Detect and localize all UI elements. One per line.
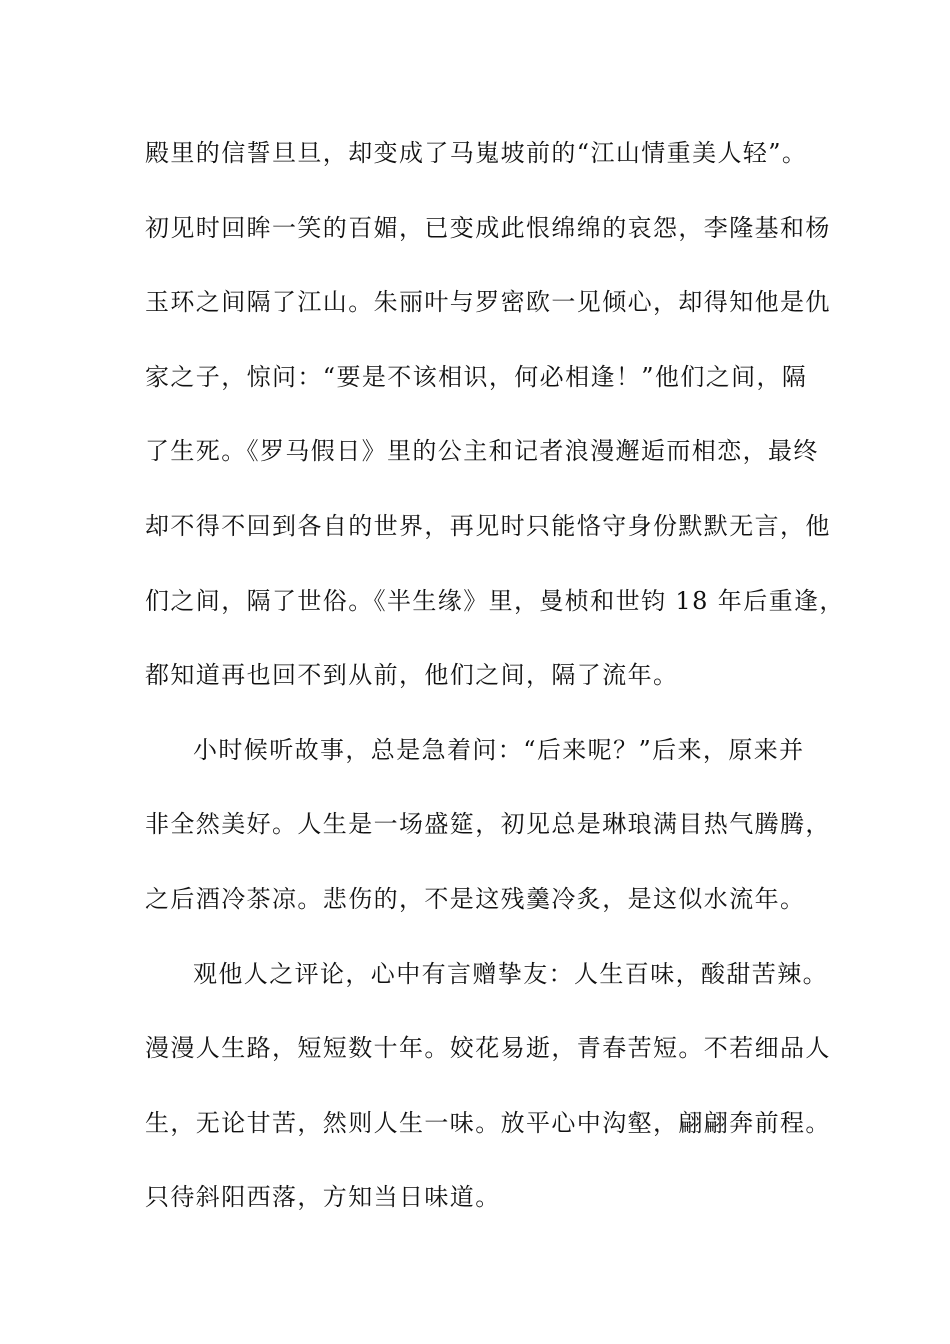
paragraph-start-line: 小时候听故事，总是急着问：“后来呢？”后来，原来并 <box>193 735 805 764</box>
text-line: 玉环之间隔了江山。朱丽叶与罗密欧一见倾心，却得知他是仇 <box>145 288 831 317</box>
paragraph-start-line: 观他人之评论，心中有言赠挚友：人生百味，酸甜苦辣。 <box>193 959 828 988</box>
text-line: 漫漫人生路，短短数十年。姣花易逝，青春苦短。不若细品人 <box>145 1034 831 1063</box>
text-line: 却不得不回到各自的世界，再见时只能恪守身份默默无言，他 <box>145 511 831 540</box>
text-line: 初见时回眸一笑的百媚，已变成此恨绵绵的哀怨，李隆基和杨 <box>145 213 831 242</box>
text-line: 们之间，隔了世俗。《半生缘》里，曼桢和世钧 18 年后重逢， <box>145 586 845 615</box>
text-line: 家之子，惊问：“要是不该相识，何必相逢！”他们之间，隔 <box>145 362 808 391</box>
text-line: 都知道再也回不到从前，他们之间，隔了流年。 <box>145 661 679 690</box>
text-line: 只待斜阳西落，方知当日味道。 <box>145 1183 501 1212</box>
text-line: 殿里的信誓旦旦，却变成了马嵬坡前的“江山情重美人轻”。 <box>145 139 808 167</box>
text-line: 了生死。《罗马假日》里的公主和记者浪漫邂逅而相恋，最终 <box>145 437 819 466</box>
text-line: 非全然美好。人生是一场盛筵，初见总是琳琅满目热气腾腾， <box>145 810 831 839</box>
text-line: 之后酒冷茶凉。悲伤的，不是这残羹冷炙，是这似水流年。 <box>145 884 806 913</box>
text-line: 生，无论甘苦，然则人生一味。放平心中沟壑，翩翩奔前程。 <box>145 1108 831 1137</box>
body-text <box>145 128 845 1247</box>
